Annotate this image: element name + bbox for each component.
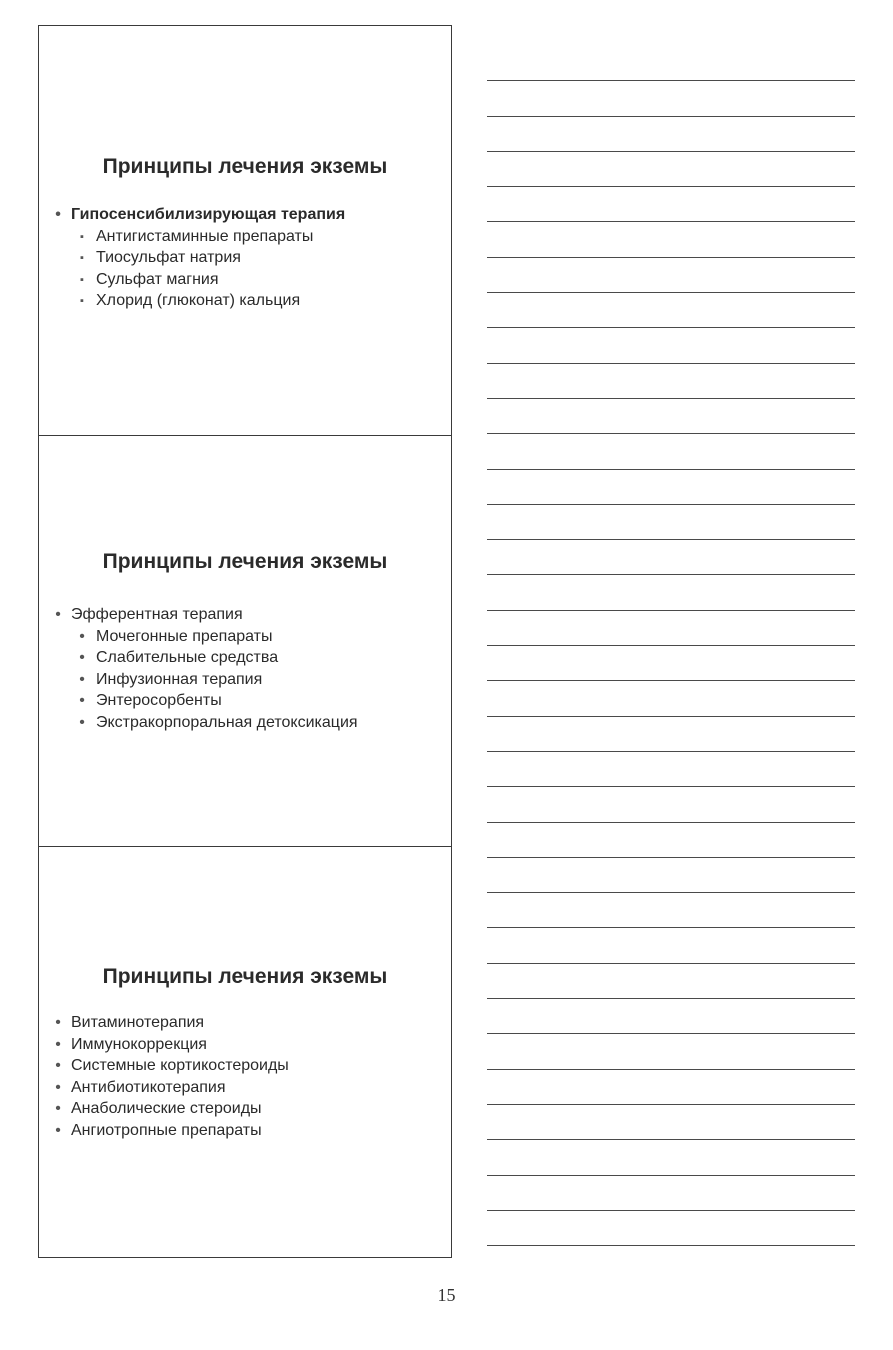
slide-3 xyxy=(38,847,452,1258)
bullet-marker: ▪ xyxy=(80,252,84,264)
note-line xyxy=(487,1140,855,1175)
list-item-text: Инфузионная терапия xyxy=(96,670,263,688)
note-line xyxy=(487,187,855,222)
note-line xyxy=(487,540,855,575)
list-item-text: Системные кортикостероиды xyxy=(71,1057,289,1074)
note-line xyxy=(487,293,855,328)
list-item xyxy=(47,604,443,626)
note-line xyxy=(487,470,855,505)
slide-title: Принципы лечения экземы xyxy=(102,965,388,988)
slide-1 xyxy=(38,25,452,436)
note-line xyxy=(487,1176,855,1211)
bullet-marker: • xyxy=(55,1100,61,1117)
list-item xyxy=(47,1055,443,1077)
note-line xyxy=(487,399,855,434)
note-line xyxy=(487,222,855,257)
list-item xyxy=(47,1120,443,1142)
note-line xyxy=(487,364,855,399)
note-line xyxy=(487,152,855,187)
note-line xyxy=(487,787,855,822)
note-line xyxy=(487,81,855,116)
list-item-text: Эфферентная терапия xyxy=(71,606,243,623)
page-number: 15 xyxy=(437,1285,456,1305)
note-line xyxy=(487,681,855,716)
note-line xyxy=(487,964,855,999)
note-line xyxy=(487,46,855,81)
note-line xyxy=(487,999,855,1034)
slide-bullet-list xyxy=(47,604,443,733)
list-item xyxy=(47,226,443,248)
list-item-text: Тиосульфат натрия xyxy=(96,249,241,266)
bullet-marker: ▪ xyxy=(80,295,84,307)
slide-title: Принципы лечения экземы xyxy=(102,155,388,178)
bullet-marker: • xyxy=(79,649,85,666)
list-item xyxy=(47,712,443,734)
list-item-text: Антигистаминные препараты xyxy=(96,227,314,245)
notes-lines xyxy=(487,46,855,1246)
note-line xyxy=(487,858,855,893)
list-item xyxy=(47,204,443,226)
list-item-text: Энтеросорбенты xyxy=(96,692,222,709)
list-item xyxy=(47,269,443,291)
slide-title: Принципы лечения экземы xyxy=(102,550,388,573)
note-line xyxy=(487,717,855,752)
bullet-marker: ▪ xyxy=(80,230,84,243)
slide-bullet-list xyxy=(47,1012,443,1141)
list-item-text: Ангиотропные препараты xyxy=(71,1121,262,1139)
bullet-marker: • xyxy=(79,692,85,709)
bullet-marker: • xyxy=(79,670,85,688)
note-line xyxy=(487,1211,855,1246)
note-line xyxy=(487,752,855,787)
list-item xyxy=(47,1012,443,1034)
bullet-marker: • xyxy=(55,1078,61,1096)
note-line xyxy=(487,434,855,469)
note-line xyxy=(487,1105,855,1140)
list-item-text: Хлорид (глюконат) кальция xyxy=(96,292,301,309)
note-line xyxy=(487,1034,855,1069)
bullet-marker: • xyxy=(79,627,85,645)
list-item-text: Гипосенсибилизирующая терапия xyxy=(71,206,346,223)
list-item xyxy=(47,290,443,312)
list-item xyxy=(47,690,443,712)
slide-2 xyxy=(38,436,452,847)
note-line xyxy=(487,823,855,858)
list-item-text: Сульфат магния xyxy=(96,270,219,288)
bullet-marker: • xyxy=(55,1121,61,1139)
note-line xyxy=(487,893,855,928)
list-item-text: Анаболические стероиды xyxy=(71,1100,262,1117)
bullet-marker: • xyxy=(55,1035,61,1053)
list-item xyxy=(47,647,443,669)
list-item xyxy=(47,669,443,691)
bullet-marker: • xyxy=(55,206,61,223)
list-item xyxy=(47,247,443,269)
slide-bullet-list xyxy=(47,204,443,312)
list-item xyxy=(47,626,443,648)
note-line xyxy=(487,505,855,540)
note-line xyxy=(487,646,855,681)
bullet-marker: • xyxy=(55,1014,61,1031)
bullet-marker: ▪ xyxy=(80,273,84,286)
list-item-text: Витаминотерапия xyxy=(71,1014,205,1031)
note-line xyxy=(487,117,855,152)
note-line xyxy=(487,928,855,963)
list-item-text: Экстракорпоральная детоксикация xyxy=(96,713,358,731)
note-line xyxy=(487,258,855,293)
note-line xyxy=(487,575,855,610)
slides-column xyxy=(38,25,452,1258)
note-line xyxy=(487,611,855,646)
list-item-text: Антибиотикотерапия xyxy=(71,1078,226,1096)
bullet-marker: • xyxy=(55,1057,61,1074)
list-item-text: Мочегонные препараты xyxy=(96,627,273,645)
list-item-text: Слабительные средства xyxy=(96,649,279,666)
note-line xyxy=(487,328,855,363)
list-item xyxy=(47,1098,443,1120)
list-item xyxy=(47,1034,443,1056)
list-item xyxy=(47,1077,443,1099)
note-line xyxy=(487,1070,855,1105)
list-item-text: Иммунокоррекция xyxy=(71,1035,207,1053)
bullet-marker: • xyxy=(55,606,61,623)
bullet-marker: • xyxy=(79,713,85,731)
